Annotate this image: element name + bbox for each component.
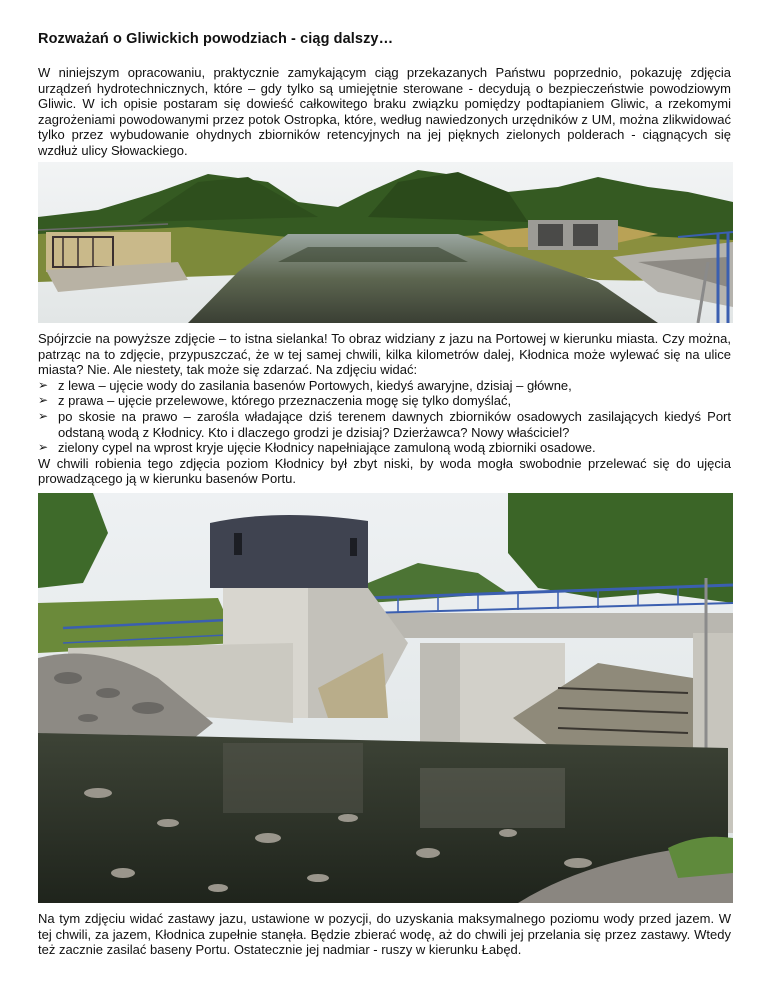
paragraph-4: Na tym zdjęciu widać zastawy jazu, ustawione w pozycji, do uzyskania maksymalnego poziomu wody przed jazem. W tej chwili, za jazem, Kłodnica zupełnie stanęła. Będzie zbierać wodę, aż do chwili jej przelania się przez zastawy. Wtedy też zacznie zasilać baseny Portu. Ostatecznie jej nadmiar - ruszy w kierunku Łabęd. bbox=[38, 911, 731, 958]
intro-paragraph: W niniejszym opracowaniu, praktycznie zamykającym ciąg przekazanych Państwu poprzednio, pokazuję zdjęcia urządzeń hydrotechnicznych, które – gdy tylko są umiejętnie sterowane - decydują o bezpieczeństwie powodziowym Gliwic. W ich opisie postaram się dowieść całkowitego braku związku pomiędzy podtapianiem Gliwic, a rzekomymi zagrożeniami powodowanymi przez potok Ostropka, które, według nawiedzonych urzędników z UM, można zlikwidować tylko przez wybudowanie ohydnych zbiorników retencyjnych na jej pięknych zielonych polderach - ciągnących się wzdłuż ulicy Słowackiego. bbox=[38, 65, 731, 158]
paragraph-3: W chwili robienia tego zdjęcia poziom Kłodnicy był zbyt niski, by woda mogła swobodnie przelewać się do ujęcia prowadzącego ją w kierunku basenów Portu. bbox=[38, 455, 731, 487]
bullet-list bbox=[38, 378, 731, 456]
river-view-photo bbox=[38, 162, 733, 323]
list-item: ➢ z lewa – ujęcie wody do zasilania basenów Portowych, kiedyś awaryjne, dzisiaj – główne, bbox=[38, 378, 731, 394]
river-view-image bbox=[38, 162, 733, 323]
list-item: ➢ po skosie na prawo – zarośla władające dziś terenem dawnych zbiorników osadowych zasilających kiedyś Port odstaną wodą z Kłodnicy. Kto i dlaczego grodzi je dzisiaj? Dzierżawca? Nowy właściciel? bbox=[38, 409, 731, 440]
weir-gates-image bbox=[38, 493, 733, 903]
paragraph-2: Spójrzcie na powyższe zdjęcie – to istna sielanka! To obraz widziany z jazu na Portowej w kierunku miasta. Czy można, patrząc na to zdjęcie, przypuszczać, że w tej samej chwili, kilka kilometrów dalej, Kłodnica może wylewać się na ulice miasta? Nie. Ale niestety, tak może się zdarzać. Na zdjęciu widać: bbox=[38, 331, 731, 378]
photo1-description bbox=[38, 331, 731, 487]
list-item: ➢ zielony cypel na wprost kryje ujęcie Kłodnicy napełniające zamuloną wodą zbiorniki osadowe. bbox=[38, 440, 731, 456]
list-item: ➢ z prawa – ujęcie przelewowe, którego przeznaczenia mogę się tylko domyślać, bbox=[38, 393, 731, 409]
document-title: Rozważań o Gliwickich powodziach - ciąg dalszy… bbox=[38, 31, 394, 47]
weir-gates-photo bbox=[38, 493, 733, 903]
